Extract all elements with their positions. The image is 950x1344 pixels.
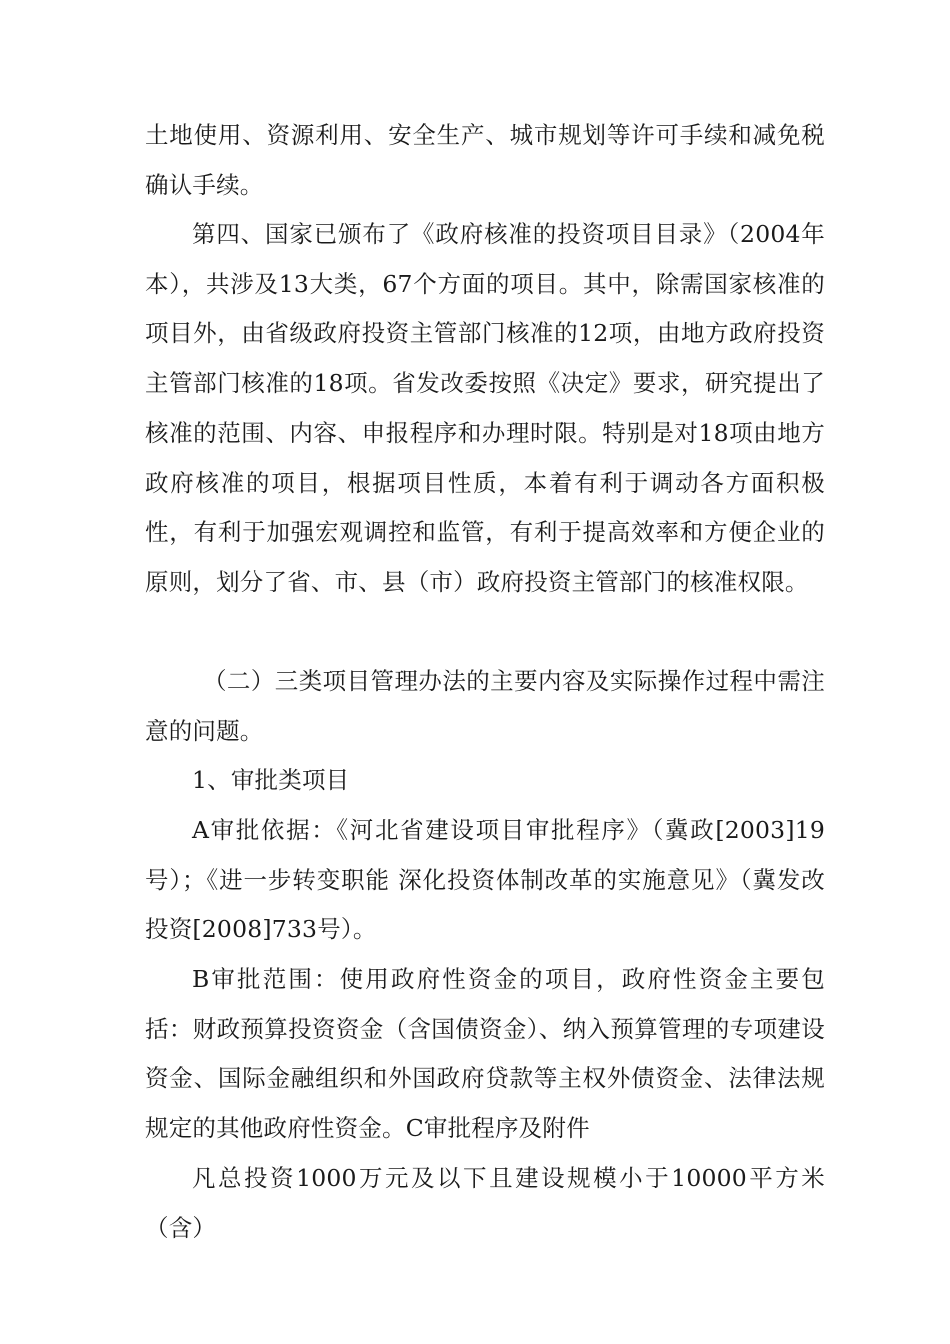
paragraph-total-investment — [145, 1154, 825, 1253]
paragraph-approval-basis — [145, 806, 825, 955]
paragraph-text: 第四、国家已颁布了《政府核准的投资项目目录》（2004年本），共涉及13大类，67个方面的项目。其中，除需国家核准的项目外，由省级政府投资主管部门核准的12项，由地方政府投资主管部门核准的18项。省发改委按照《决定》要求，研究提出了核准的范围、内容、申报程序和办理时限。特别是对18项由地方政府核准的项目，根据项目性质，本着有利于调动各方面积极性，有利于加强宏观调控和监管，有利于提高效率和方便企业的原则，划分了省、市、县（市）政府投资主管部门的核准权限。 — [145, 220, 825, 596]
paragraph-text: 凡总投资1000万元及以下且建设规模小于10000平方米（含） — [145, 1164, 825, 1242]
paragraph-fourth-approval-catalog — [145, 210, 825, 608]
section-heading-two — [145, 657, 825, 756]
subsection-heading-approval-projects — [145, 756, 825, 806]
paragraph-text: B审批范围：使用政府性资金的项目，政府性资金主要包括：财政预算投资资金（含国债资金）、纳入预算管理的专项建设资金、国际金融组织和外国政府贷款等主权外债资金、法律法规规定的其他政府性资金。C审批程序及附件 — [145, 965, 825, 1143]
paragraph-text: 1、审批类项目 — [192, 766, 350, 794]
paragraph-text: （二）三类项目管理办法的主要内容及实际操作过程中需注意的问题。 — [145, 667, 825, 745]
paragraph-land-use-permits — [145, 111, 825, 210]
paragraph-approval-scope — [145, 955, 825, 1154]
paragraph-text: 土地使用、资源利用、安全生产、城市规划等许可手续和减免税确认手续。 — [145, 121, 825, 199]
paragraph-text: A审批依据：《河北省建设项目审批程序》（冀政[2003]19号）；《进一步转变职能 深化投资体制改革的实施意见》（冀发改投资[2008]733号）。 — [145, 816, 825, 944]
